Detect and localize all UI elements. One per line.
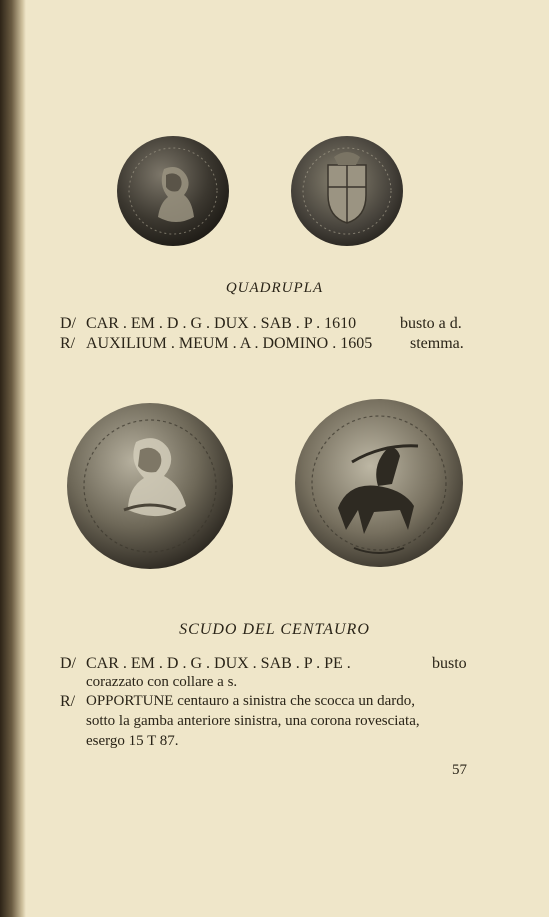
scudo-reverse-coin (294, 398, 464, 568)
quadrupla-obverse-legend: CAR . EM . D . G . DUX . SAB . P . 1610 (86, 315, 357, 332)
scudo-obverse-prefix: D/ (60, 655, 76, 672)
scudo-obverse-legend: CAR . EM . D . G . DUX . SAB . P . PE . (86, 655, 351, 672)
quadrupla-reverse-legend: AUXILIUM . MEUM . A . DOMINO . 1605 (86, 335, 373, 352)
scudo-obverse-note: busto (432, 655, 467, 672)
quadrupla-obverse-note: busto a d. (400, 315, 462, 332)
quadrupla-reverse-coin (290, 135, 404, 247)
quadrupla-reverse-prefix: R/ (60, 335, 76, 352)
quadrupla-title: QUADRUPLA (225, 280, 324, 296)
scudo-reverse-line-3: esergo 15 T 87. (86, 733, 179, 749)
quadrupla-reverse-note: stemma. (410, 335, 464, 352)
scudo-obverse-coin (66, 402, 234, 570)
page-number: 57 (452, 762, 467, 778)
quadrupla-obverse-coin (116, 135, 230, 247)
scudo-reverse-line-1: OPPORTUNE centauro a sinistra che scocca un dardo, (86, 693, 416, 709)
quadrupla-obverse-prefix: D/ (60, 315, 76, 332)
scudo-obverse-description: corazzato con collare a s. (86, 674, 238, 690)
book-gutter (0, 0, 26, 917)
scudo-reverse-prefix: R/ (60, 693, 76, 710)
scudo-title: SCUDO DEL CENTAURO (179, 621, 370, 638)
scudo-reverse-line-2: sotto la gamba anteriore sinistra, una corona rovesciata, (86, 713, 420, 729)
